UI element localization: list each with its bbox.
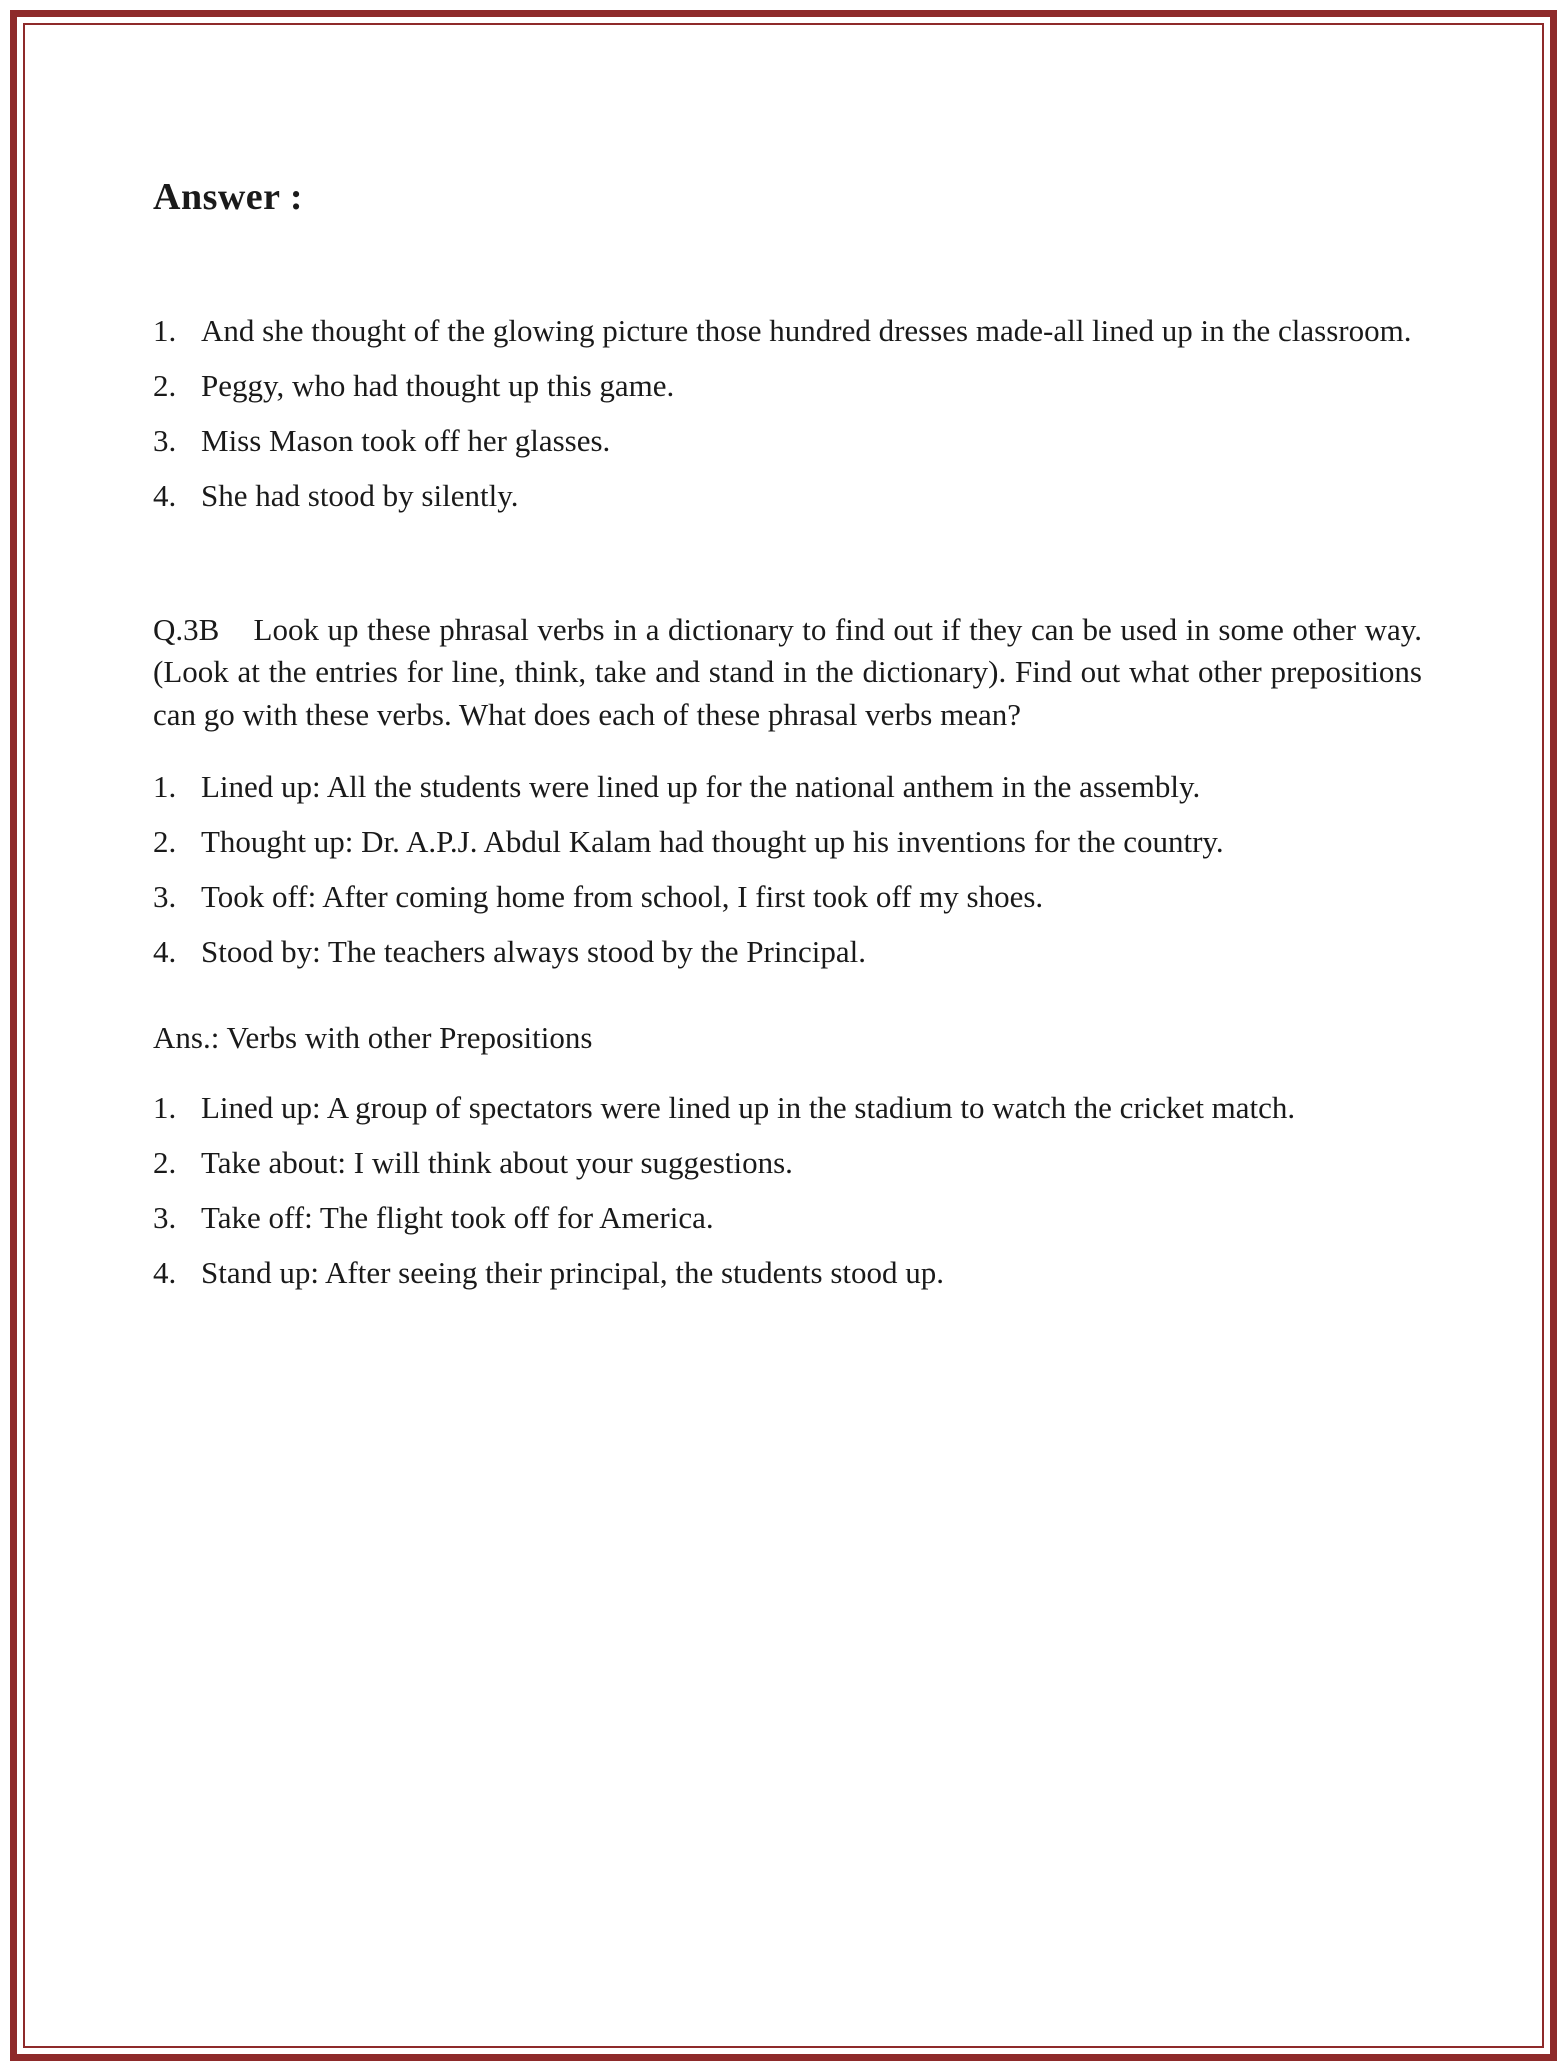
answers-part-a-list bbox=[153, 311, 1422, 517]
list-item bbox=[153, 1143, 1422, 1184]
prepositions-examples-list bbox=[153, 1088, 1422, 1294]
list-item-marker: 1. bbox=[153, 313, 177, 348]
list-item bbox=[153, 366, 1422, 407]
list-item-text: Lined up: All the students were lined up for the national anthem in the assembly. bbox=[201, 768, 1201, 804]
page-content bbox=[25, 25, 1542, 1368]
spacer bbox=[153, 987, 1422, 1017]
list-item-text: She had stood by silently. bbox=[201, 477, 519, 513]
spacer bbox=[153, 219, 1422, 311]
list-item-text: Take off: The flight took off for America. bbox=[201, 1200, 714, 1236]
question-label: Q.3B bbox=[153, 611, 220, 647]
spacer bbox=[153, 1058, 1422, 1088]
list-item-text: Miss Mason took off her glasses. bbox=[201, 422, 611, 458]
list-item bbox=[153, 1088, 1422, 1129]
answer-heading: Answer : bbox=[153, 176, 304, 218]
list-item-text: Peggy, who had thought up this game. bbox=[201, 367, 675, 403]
list-item bbox=[153, 767, 1422, 808]
list-item-marker: 4. bbox=[153, 933, 177, 969]
ans-subheading: Ans.: Verbs with other Prepositions bbox=[153, 1019, 593, 1055]
spacer bbox=[153, 531, 1422, 609]
list-item-text: Lined up: A group of spectators were lined up in the stadium to watch the cricket match. bbox=[201, 1090, 1296, 1126]
list-item-marker: 2. bbox=[153, 367, 177, 403]
list-item-text: Thought up: Dr. A.P.J. Abdul Kalam had thought up his inventions for the country. bbox=[201, 823, 1224, 859]
spacer bbox=[153, 737, 1422, 767]
phrasal-examples-list bbox=[153, 767, 1422, 973]
list-item bbox=[153, 476, 1422, 517]
list-item-marker: 3. bbox=[153, 1200, 177, 1236]
list-item-marker: 2. bbox=[153, 823, 177, 859]
list-item bbox=[153, 1198, 1422, 1239]
page-border-inner bbox=[23, 23, 1544, 2048]
list-item-text: Take about: I will think about your suggestions. bbox=[201, 1145, 793, 1181]
list-item-text: Stood by: The teachers always stood by the Principal. bbox=[201, 933, 866, 969]
list-item-marker: 1. bbox=[153, 768, 177, 804]
list-item bbox=[153, 1253, 1422, 1294]
question-text: Look up these phrasal verbs in a dictionary to find out if they can be used in some other way. (Look at the entries for line, think, take and stand in the dictionary). Find out what other prepositions can go with these verbs. What does each of these phrasal verbs mean? bbox=[153, 611, 1423, 733]
list-item-marker: 1. bbox=[153, 1090, 177, 1126]
list-item-marker: 3. bbox=[153, 878, 177, 914]
list-item-text: Stand up: After seeing their principal, the students stood up. bbox=[201, 1255, 945, 1291]
list-item bbox=[153, 311, 1422, 352]
page-border-outer bbox=[10, 10, 1557, 2061]
list-item-marker: 3. bbox=[153, 422, 177, 458]
question-paragraph bbox=[153, 609, 1422, 737]
list-item-marker: 4. bbox=[153, 477, 177, 513]
list-item bbox=[153, 822, 1422, 863]
list-item-text: And she thought of the glowing picture those hundred dresses made-all lined up in the classroom. bbox=[201, 313, 1412, 348]
list-item bbox=[153, 877, 1422, 918]
list-item-text: Took off: After coming home from school, I first took off my shoes. bbox=[201, 878, 1044, 914]
list-item bbox=[153, 932, 1422, 973]
list-item bbox=[153, 421, 1422, 462]
list-item-marker: 2. bbox=[153, 1145, 177, 1181]
list-item-marker: 4. bbox=[153, 1255, 177, 1291]
